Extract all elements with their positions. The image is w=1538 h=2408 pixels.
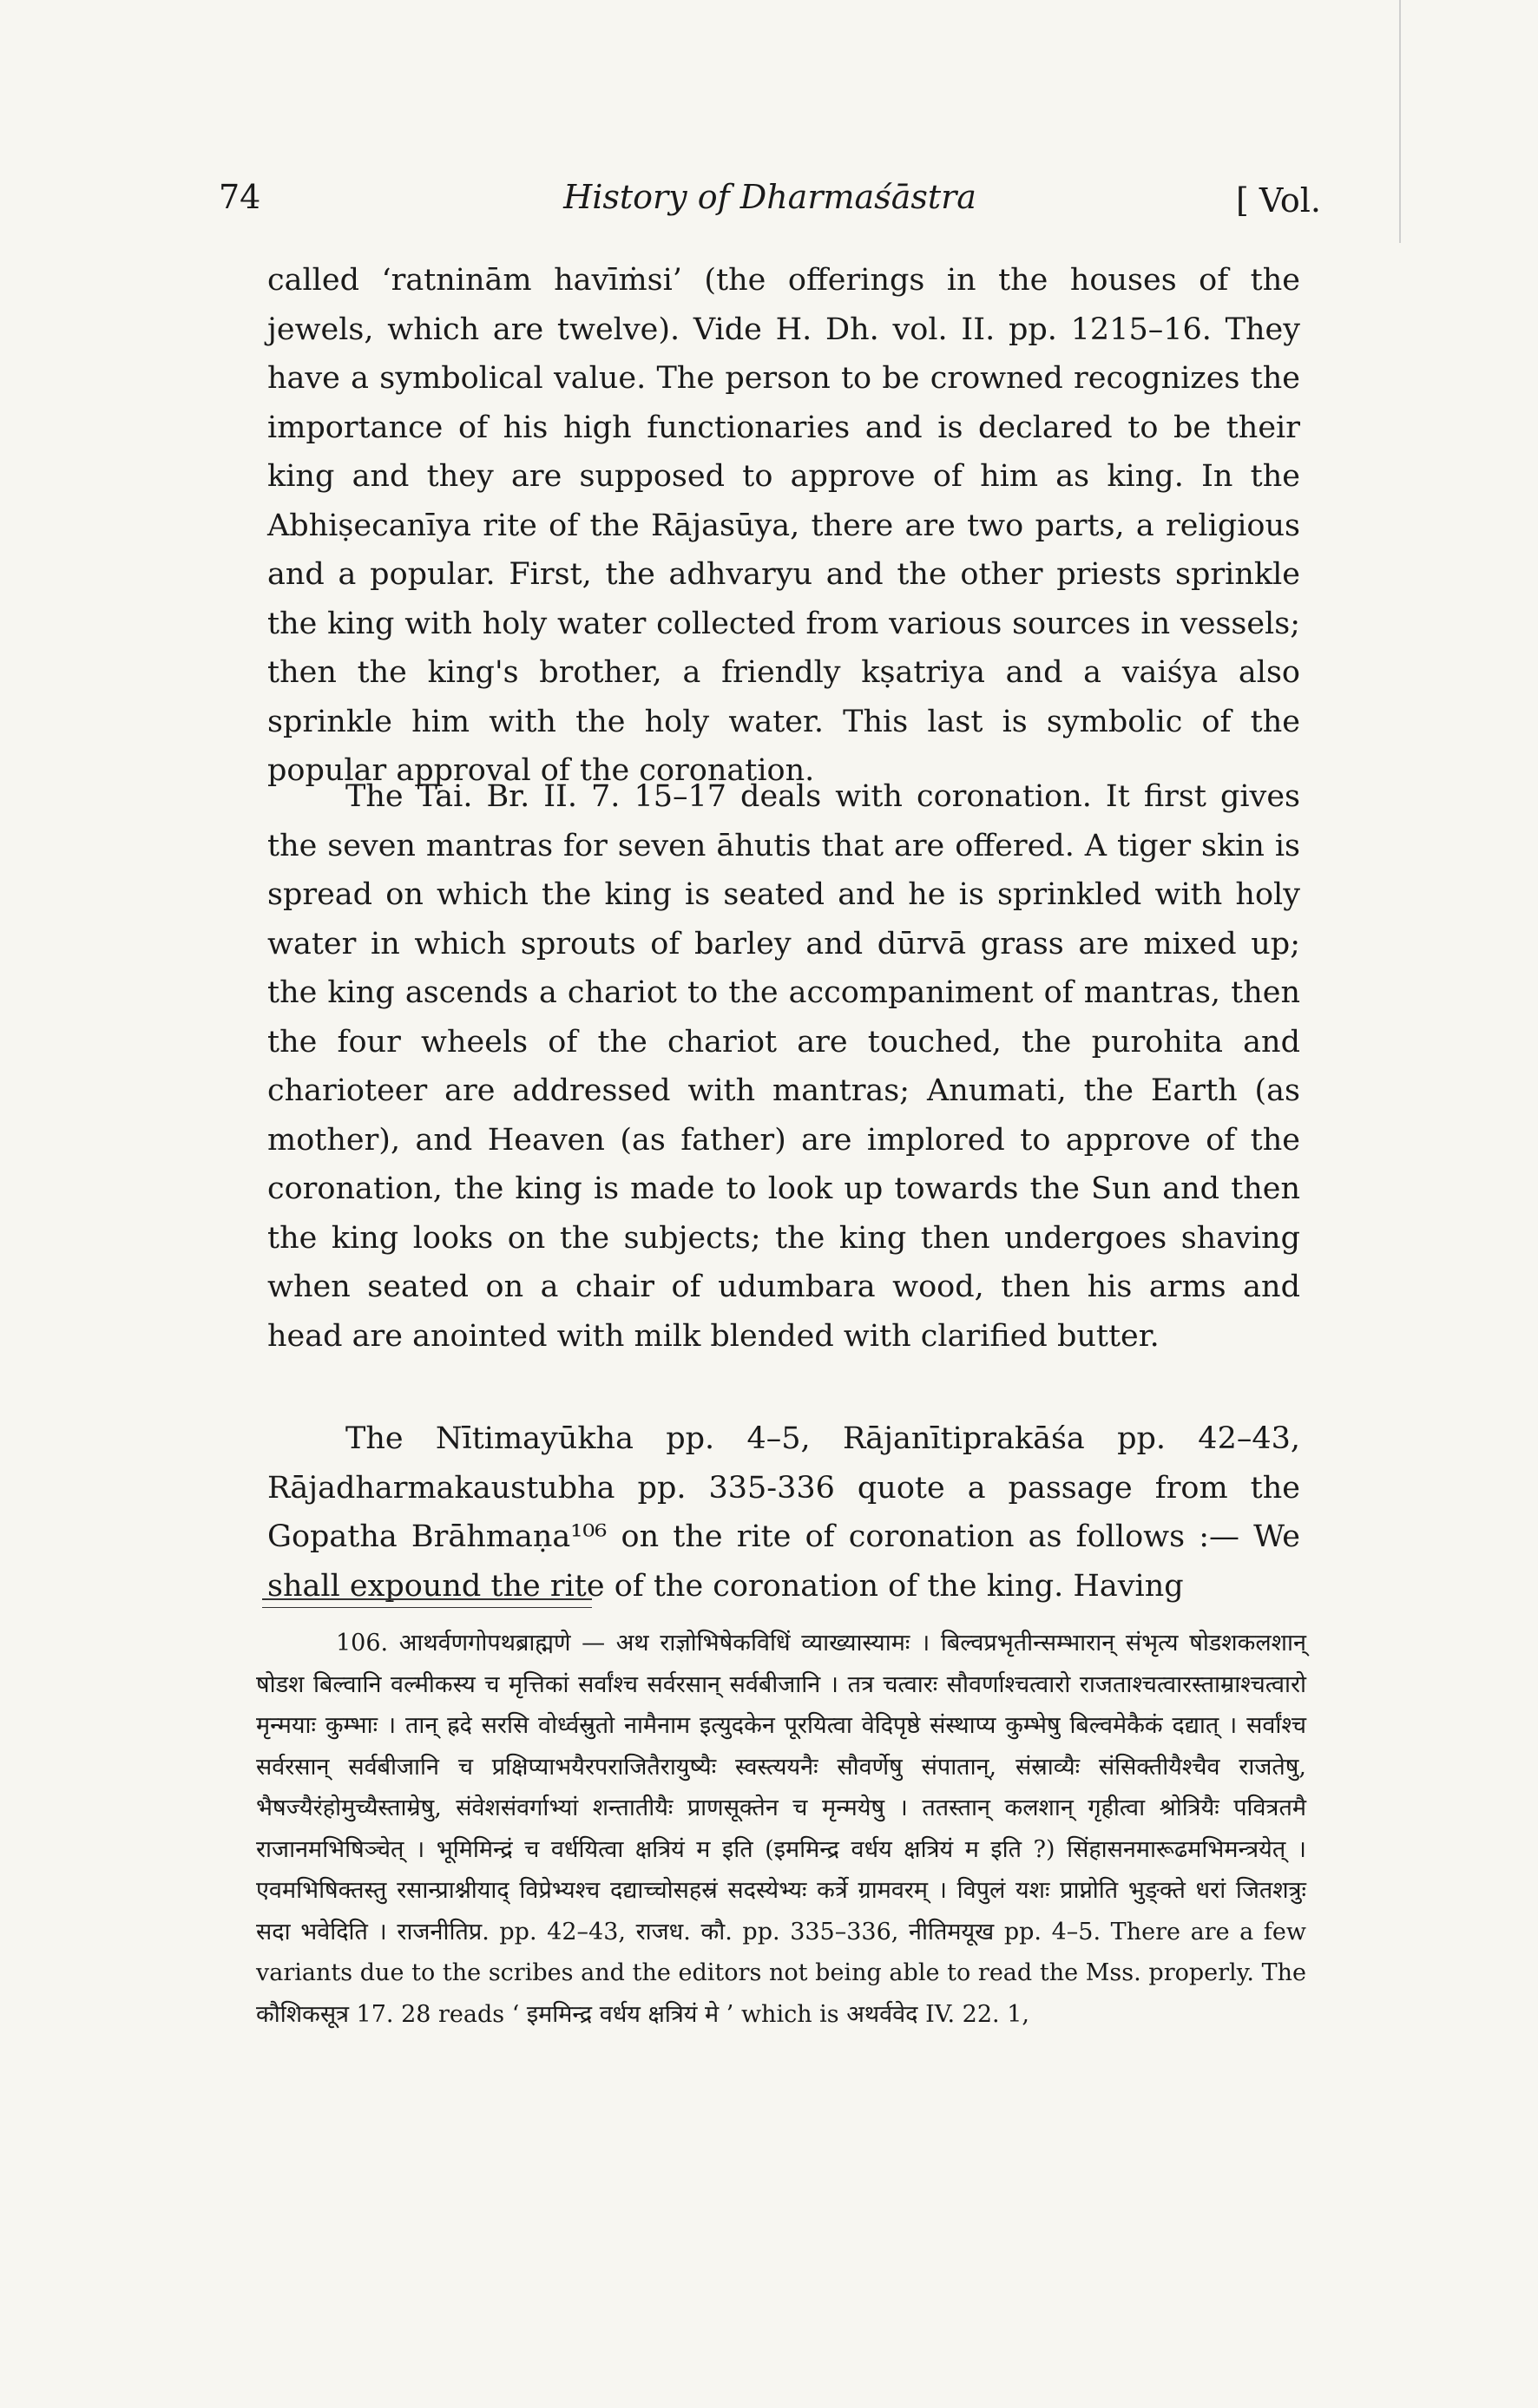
footnote-number: 106. [336, 1630, 389, 1657]
volume-label: [ Vol. [1236, 181, 1321, 220]
footnote-rule-secondary [262, 1607, 592, 1608]
footnote-text: आथर्वणगोपथब्राह्मणे — अथ राज्ञोभिषेकविधिं व्याख्यास्यामः । बिल्वप्रभृतीन्सम्भारान् संभृत्य षोडशकलशान् षोडश बिल्वानि वल्मीकस्य च मृत्तिकां सर्वांश्च सर्वरसान् सर्वबीजानि । तत्र चत्वारः सौवर्णाश्चत्वारो राजताश्चत्वारस्ताम्राश्चत्वारो मृन्मयाः कुम्भाः । तान् ह्रदे सरसि वोर्ध्वस्रुतो नामैनाम इत्युदकेन पूरयित्वा वेदिपृष्ठे संस्थाप्य कुम्भेषु बिल्वमेकैकं दद्यात् । सर्वांश्च सर्वरसान् सर्वबीजानि च प्रक्षिप्याभयैरपराजितैरायुष्यैः स्वस्त्ययनैः सौवर्णेषु संपातान्, संस्राव्यैः संसिक्तीयैश्चैव राजतेषु, भैषज्यैरंहोमुच्यैस्ताम्रेषु, संवेशसंवर्गाभ्यां शन्तातीयैः प्राणसूक्तेन च मृन्मयेषु । ततस्तान् कलशान् गृहीत्वा श्रोत्रियैः पवित्रतमै राजानमभिषिञ्चेत् । भूमिमिन्द्रं च वर्धयित्वा क्षत्रियं म इति (इममिन्द्र वर्धय क्षत्रियं म इति ?) सिंहासनमारूढमभिमन्त्रयेत् । एवमभिषिक्तस्तु रसान्प्राश्नीयाद् विप्रेभ्यश्च दद्याच्चोसहस्रं सदस्येभ्यः कर्त्रे ग्रामवरम् । विपुलं यशः प्राप्नोति भुङ्क्ते धरां जितशत्रुः सदा भवेदिति । राजनीतिप्र. pp. 42–43, राजध. कौ. pp. 335–336, नीतिमयूख pp. 4–5. There are a few variants due to the scribes and the editors not being able to read the Mss. properly. The कौशिकसूत्र 17. 28 reads ‘ इममिन्द्र वर्धय क्षत्रियं मे ’ which is अथर्ववेद IV. 22. 1, [256, 1630, 1306, 2028]
footnote-rule [262, 1598, 592, 1600]
paragraph-1: called ‘ratninām havīṁsi’ (the offerings in the houses of the jewels, which are twelve). Vide H. Dh. vol. II. pp. 1215–16. They have a symbolical value. The person to be crowned recognizes the importance of his high functionaries and is declared to be their king and they are supposed to approve of him as king. In the Abhiṣecanīya rite of the Rājasūya, there are two parts, a religious and a popular. First, the adhvaryu and the other priests sprinkle the king with holy water collected from various sources in vessels; then the king's brother, a friendly kṣatriya and a vaiśya also sprinkle him with the holy water. This last is symbolic of the popular approval of the coronation. [267, 263, 1300, 788]
page-edge-line [1399, 0, 1401, 243]
running-header [219, 178, 1321, 230]
running-title: History of Dharmaśāstra [563, 178, 976, 216]
footnote-106 [256, 1623, 1306, 2035]
page-number: 74 [219, 178, 261, 216]
paragraph-2: The Tai. Br. II. 7. 15–17 deals with coronation. It first gives the seven mantras for seven āhutis that are offered. A tiger skin is spread on which the king is seated and he is sprinkled with holy water in which sprouts of barley and dūrvā grass are mixed up; the king ascends a chariot to the accompaniment of mantras, then the four wheels of the chariot are touched, the purohita and charioteer are addressed with mantras; Anumati, the Earth (as mother), and Heaven (as father) are implored to approve of the coronation, the king is made to look up towards the Sun and then the king looks on the subjects; the king then undergoes shaving when seated on a chair of udumbara wood, then his arms and head are anointed with milk blended with clarified butter. [267, 779, 1300, 1354]
paragraph-3: The Nītimayūkha pp. 4–5, Rājanītiprakāśa pp. 42–43, Rājadharmakaustubha pp. 335-336 quote a passage from the Gopatha Brāhmaṇa¹⁰⁶ on the rite of coronation as follows :— We shall expound the rite of the coronation of the king. Having [267, 1421, 1300, 1604]
